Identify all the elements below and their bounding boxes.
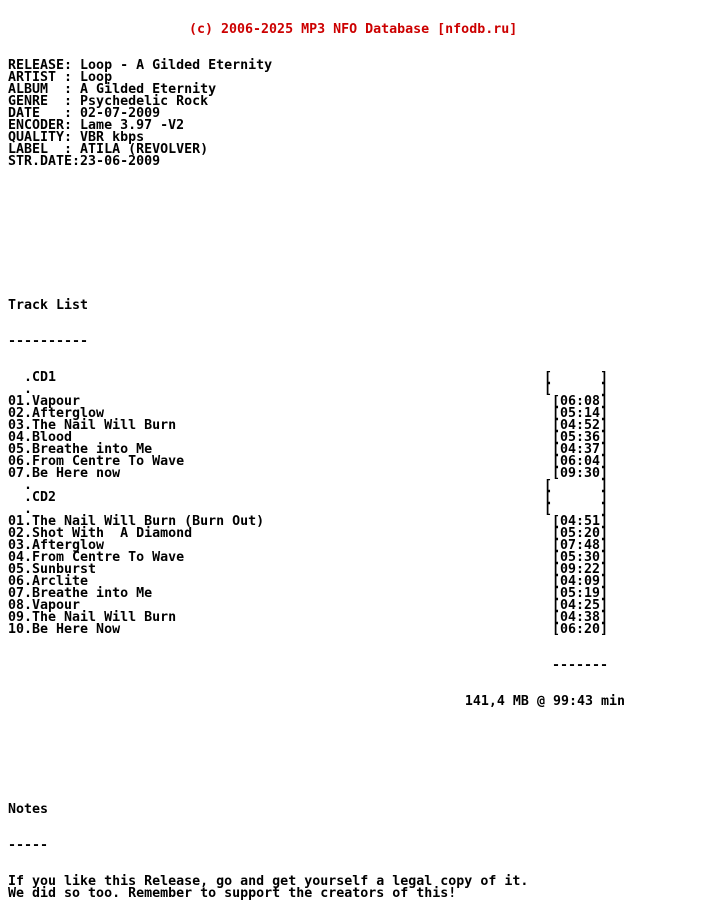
track-row xyxy=(8,372,608,384)
track-time: [ ] xyxy=(543,502,608,517)
track-row xyxy=(8,468,608,480)
track-row xyxy=(8,588,608,600)
info-line: RELEASE: Loop - A Gilded Eternity xyxy=(8,58,273,73)
track-time: [ ] xyxy=(543,478,608,493)
info-line: LABEL : ATILA (REVOLVER) xyxy=(8,142,209,157)
note-line: We did so too. Remember to support the creators of this! xyxy=(8,886,457,901)
track-time: [06:20] xyxy=(551,622,608,637)
track-time: [ ] xyxy=(543,490,608,505)
notes-text xyxy=(8,876,625,900)
tracklist-title: Track List xyxy=(8,298,89,313)
track-name: .CD1 xyxy=(8,370,57,385)
track-name: 02.Shot With A Diamond xyxy=(8,526,193,541)
track-name: . xyxy=(8,502,33,517)
track-time: [05:14] xyxy=(551,406,608,421)
track-list xyxy=(8,372,625,636)
track-row xyxy=(8,624,608,636)
total-rule: ------- xyxy=(551,658,608,673)
track-name: 04.Blood xyxy=(8,430,73,445)
track-row xyxy=(8,420,608,432)
track-time: [ ] xyxy=(543,370,608,385)
track-name: 08.Vapour xyxy=(8,598,81,613)
track-row xyxy=(8,492,608,504)
track-name: 01.Vapour xyxy=(8,394,81,409)
total-size-duration: 141,4 MB @ 99:43 min xyxy=(464,694,625,709)
info-line: ALBUM : A Gilded Eternity xyxy=(8,82,217,97)
track-time: [04:25] xyxy=(551,598,608,613)
track-name: 04.From Centre To Wave xyxy=(8,550,185,565)
track-name: . xyxy=(8,382,33,397)
track-time: [07:48] xyxy=(551,538,608,553)
notes-title: Notes xyxy=(8,802,49,817)
notes-rule: ----- xyxy=(8,838,49,853)
track-time: [05:36] xyxy=(551,430,608,445)
track-name: 07.Be Here now xyxy=(8,466,121,481)
site-header: (c) 2006-2025 MP3 NFO Database [nfodb.ru] xyxy=(189,22,518,37)
track-time: [04:38] xyxy=(551,610,608,625)
track-name: 05.Sunburst xyxy=(8,562,97,577)
track-name: 05.Breathe into Me xyxy=(8,442,153,457)
track-name: 03.The Nail Will Burn xyxy=(8,418,177,433)
track-name: .CD2 xyxy=(8,490,57,505)
track-time: [09:30] xyxy=(551,466,608,481)
info-line: DATE : 02-07-2009 xyxy=(8,106,161,121)
release-info xyxy=(8,60,625,168)
track-name: 03.Afterglow xyxy=(8,538,105,553)
track-name: 06.Arclite xyxy=(8,574,89,589)
info-line: GENRE : Psychedelic Rock xyxy=(8,94,209,109)
note-line: If you like this Release, go and get yourself a legal copy of it. xyxy=(8,874,529,889)
tracklist-rule: ---------- xyxy=(8,334,89,349)
track-time: [04:51] xyxy=(551,514,608,529)
track-time: [04:37] xyxy=(551,442,608,457)
track-time: [04:52] xyxy=(551,418,608,433)
track-time: [05:20] xyxy=(551,526,608,541)
track-name: 02.Afterglow xyxy=(8,406,105,421)
track-name: 10.Be Here Now xyxy=(8,622,121,637)
track-name: 06.From Centre To Wave xyxy=(8,454,185,469)
info-line: QUALITY: VBR kbps xyxy=(8,130,145,145)
track-name: 09.The Nail Will Burn xyxy=(8,610,177,625)
track-time: [05:19] xyxy=(551,586,608,601)
track-row xyxy=(8,480,608,492)
track-time: [06:08] xyxy=(551,394,608,409)
track-name: 01.The Nail Will Burn (Burn Out) xyxy=(8,514,265,529)
track-row xyxy=(8,564,608,576)
track-name: 07.Breathe into Me xyxy=(8,586,153,601)
track-time: [09:22] xyxy=(551,562,608,577)
track-time: [05:30] xyxy=(551,550,608,565)
info-line: ARTIST : Loop xyxy=(8,70,113,85)
nfo-document xyxy=(8,0,625,912)
info-line: STR.DATE:23-06-2009 xyxy=(8,154,161,169)
track-time: [ ] xyxy=(543,382,608,397)
track-row xyxy=(8,384,608,396)
track-name: . xyxy=(8,478,33,493)
info-line: ENCODER: Lame 3.97 -V2 xyxy=(8,118,185,133)
track-row xyxy=(8,552,608,564)
track-time: [06:04] xyxy=(551,454,608,469)
track-time: [04:09] xyxy=(551,574,608,589)
